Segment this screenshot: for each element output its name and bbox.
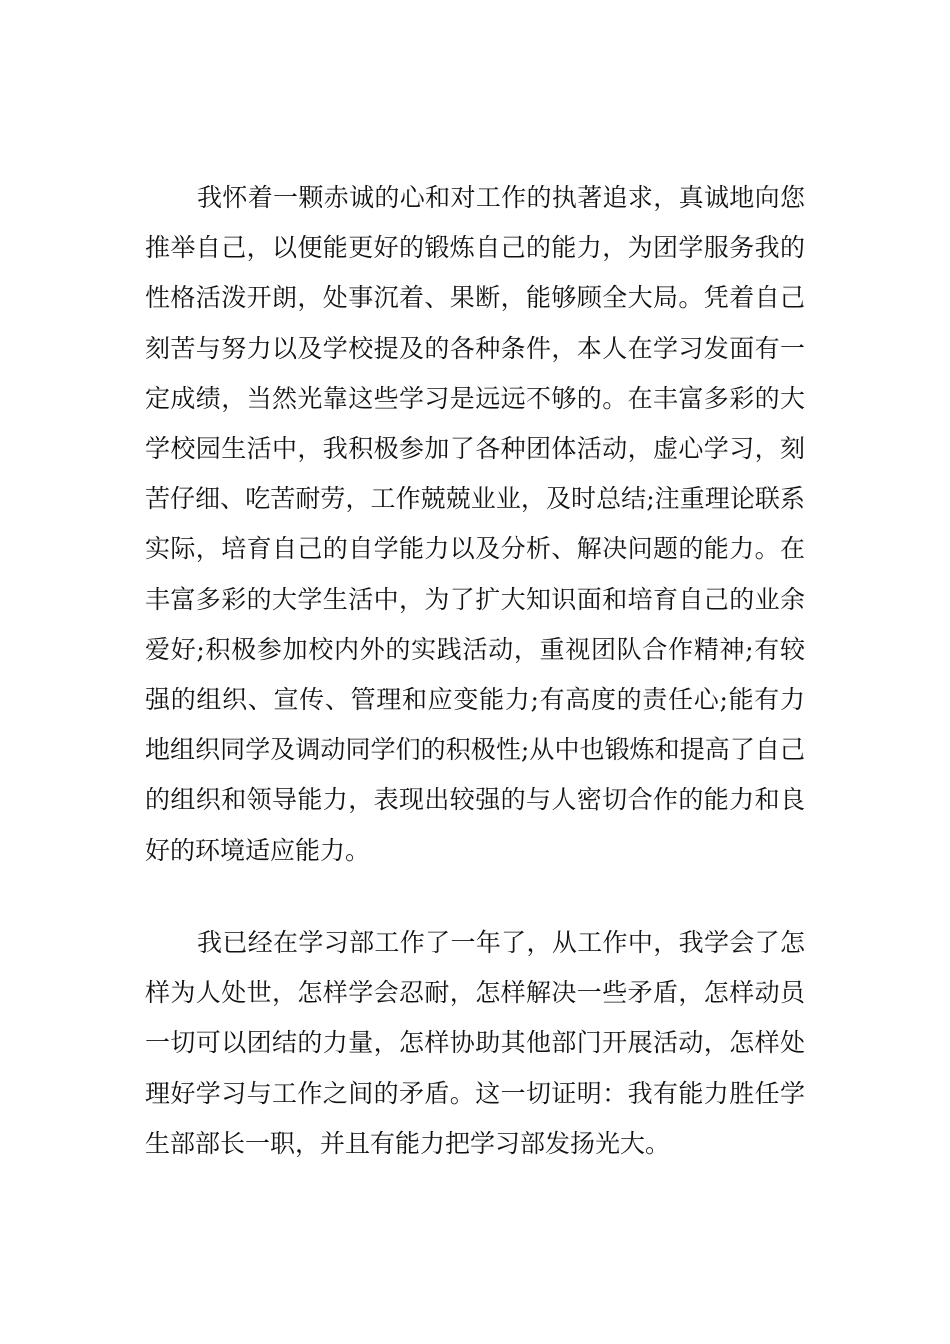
paragraph-2: 我已经在学习部工作了一年了，从工作中，我学会了怎样为人处世，怎样学会忍耐，怎样解决一些矛盾，怎样动员一切可以团结的力量，怎样协助其他部门开展活动，怎样处理好学习与工作之间的矛盾。这一切证明：我有能力胜任学生部部长一职，并且有能力把学习部发扬光大。 bbox=[145, 928, 805, 1158]
paragraph-1: 我怀着一颗赤诚的心和对工作的执著追求，真诚地向您推举自己，以便能更好的锻炼自己的能力，为团学服务我的性格活泼开朗，处事沉着、果断，能够顾全大局。凭着自己刻苦与努力以及学校提及的各种条件，本人在学习发面有一定成绩，当然光靠这些学习是远远不够的。在丰富多彩的大学校园生活中，我积极参加了各种团体活动，虚心学习，刻苦仔细、吃苦耐劳，工作兢兢业业，及时总结;注重理论联系实际，培育自己的自学能力以及分析、解决问题的能力。在丰富多彩的大学生活中，为了扩大知识面和培育自己的业余爱好;积极参加校内外的实践活动，重视团队合作精神;有较强的组织、宣传、管理和应变能力;有高度的责任心;能有力地组织同学及调动同学们的积极性;从中也锻炼和提高了自己的组织和领导能力，表现出较强的与人密切合作的能力和良好的环境适应能力。 bbox=[145, 183, 805, 865]
